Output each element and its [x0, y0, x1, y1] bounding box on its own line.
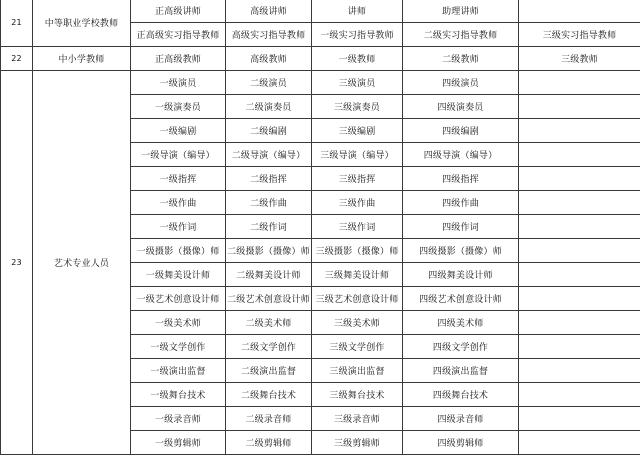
level-4-cell: 四级美术师 [403, 311, 519, 335]
level-2-cell: 二级剪辑师 [226, 431, 312, 455]
level-4-cell: 四级舞美设计师 [403, 263, 519, 287]
level-5-cell [519, 0, 640, 23]
level-5-cell: 三级实习指导教师 [519, 23, 640, 47]
row-number: 21 [1, 0, 33, 47]
level-1-cell: 正高级讲师 [131, 0, 226, 23]
level-1-cell: 一级作曲 [131, 191, 226, 215]
level-1-cell: 一级指挥 [131, 167, 226, 191]
level-1-cell: 一级演员 [131, 71, 226, 95]
level-2-cell: 二级指挥 [226, 167, 312, 191]
level-5-cell [519, 311, 640, 335]
level-3-cell: 三级剪辑师 [312, 431, 403, 455]
level-2-cell: 二级文学创作 [226, 335, 312, 359]
level-5-cell [519, 431, 640, 455]
table-body [1, 0, 640, 455]
level-1-cell: 一级录音师 [131, 407, 226, 431]
row-number: 22 [1, 47, 33, 71]
level-5-cell [519, 71, 640, 95]
level-2-cell: 高级实习指导教师 [226, 23, 312, 47]
level-3-cell: 一级实习指导教师 [312, 23, 403, 47]
level-4-cell: 四级指挥 [403, 167, 519, 191]
level-3-cell: 讲师 [312, 0, 403, 23]
table-row [1, 71, 640, 95]
level-5-cell [519, 215, 640, 239]
level-2-cell: 二级录音师 [226, 407, 312, 431]
table-row [1, 0, 640, 23]
level-5-cell: 三级教师 [519, 47, 640, 71]
level-1-cell: 一级美术师 [131, 311, 226, 335]
level-1-cell: 一级导演（编导） [131, 143, 226, 167]
level-4-cell: 四级演奏员 [403, 95, 519, 119]
level-5-cell [519, 191, 640, 215]
level-4-cell: 助理讲师 [403, 0, 519, 23]
level-4-cell: 四级作曲 [403, 191, 519, 215]
level-4-cell: 四级文学创作 [403, 335, 519, 359]
level-2-cell: 二级导演（编导） [226, 143, 312, 167]
level-3-cell: 三级导演（编导） [312, 143, 403, 167]
level-4-cell: 四级作词 [403, 215, 519, 239]
level-3-cell: 三级指挥 [312, 167, 403, 191]
level-5-cell [519, 359, 640, 383]
level-3-cell: 三级录音师 [312, 407, 403, 431]
level-2-cell: 二级摄影（摄像）师 [226, 239, 312, 263]
level-5-cell [519, 287, 640, 311]
level-5-cell [519, 239, 640, 263]
level-4-cell: 四级演出监督 [403, 359, 519, 383]
level-2-cell: 二级舞美设计师 [226, 263, 312, 287]
level-1-cell: 一级作词 [131, 215, 226, 239]
level-4-cell: 四级导演（编导） [403, 143, 519, 167]
level-3-cell: 三级舞美设计师 [312, 263, 403, 287]
level-4-cell: 四级剪辑师 [403, 431, 519, 455]
level-3-cell: 三级演员 [312, 71, 403, 95]
level-1-cell: 一级演出监督 [131, 359, 226, 383]
level-1-cell: 一级摄影（摄像）师 [131, 239, 226, 263]
level-4-cell: 四级录音师 [403, 407, 519, 431]
level-3-cell: 三级摄影（摄像）师 [312, 239, 403, 263]
level-2-cell: 二级演奏员 [226, 95, 312, 119]
level-1-cell: 一级编剧 [131, 119, 226, 143]
row-number: 23 [1, 71, 33, 455]
level-5-cell [519, 119, 640, 143]
level-2-cell: 二级美术师 [226, 311, 312, 335]
level-1-cell: 一级剪辑师 [131, 431, 226, 455]
level-2-cell: 二级演员 [226, 71, 312, 95]
level-5-cell [519, 335, 640, 359]
category-cell: 中小学教师 [33, 47, 131, 71]
level-1-cell: 一级艺术创意设计师 [131, 287, 226, 311]
level-1-cell: 一级舞美设计师 [131, 263, 226, 287]
category-cell: 中等职业学校教师 [33, 0, 131, 47]
level-5-cell [519, 263, 640, 287]
level-5-cell [519, 383, 640, 407]
level-4-cell: 四级编剧 [403, 119, 519, 143]
level-4-cell: 二级教师 [403, 47, 519, 71]
level-5-cell [519, 167, 640, 191]
level-3-cell: 三级作词 [312, 215, 403, 239]
level-2-cell: 二级演出监督 [226, 359, 312, 383]
level-1-cell: 一级文学创作 [131, 335, 226, 359]
level-1-cell: 一级舞台技术 [131, 383, 226, 407]
level-4-cell: 四级艺术创意设计师 [403, 287, 519, 311]
level-2-cell: 高级教师 [226, 47, 312, 71]
level-4-cell: 二级实习指导教师 [403, 23, 519, 47]
level-2-cell: 二级舞台技术 [226, 383, 312, 407]
level-2-cell: 二级作曲 [226, 191, 312, 215]
level-3-cell: 一级教师 [312, 47, 403, 71]
level-5-cell [519, 95, 640, 119]
level-5-cell [519, 407, 640, 431]
level-3-cell: 三级演奏员 [312, 95, 403, 119]
level-4-cell: 四级舞台技术 [403, 383, 519, 407]
level-3-cell: 三级美术师 [312, 311, 403, 335]
level-3-cell: 三级艺术创意设计师 [312, 287, 403, 311]
level-1-cell: 一级演奏员 [131, 95, 226, 119]
level-3-cell: 三级演出监督 [312, 359, 403, 383]
level-3-cell: 三级文学创作 [312, 335, 403, 359]
level-1-cell: 正高级实习指导教师 [131, 23, 226, 47]
category-cell: 艺术专业人员 [33, 71, 131, 455]
level-4-cell: 四级演员 [403, 71, 519, 95]
level-3-cell: 三级舞台技术 [312, 383, 403, 407]
level-3-cell: 三级作曲 [312, 191, 403, 215]
level-2-cell: 二级艺术创意设计师 [226, 287, 312, 311]
table-row [1, 47, 640, 71]
level-4-cell: 四级摄影（摄像）师 [403, 239, 519, 263]
level-2-cell: 高级讲师 [226, 0, 312, 23]
level-3-cell: 三级编剧 [312, 119, 403, 143]
level-2-cell: 二级作词 [226, 215, 312, 239]
level-2-cell: 二级编剧 [226, 119, 312, 143]
level-5-cell [519, 143, 640, 167]
level-1-cell: 正高级教师 [131, 47, 226, 71]
